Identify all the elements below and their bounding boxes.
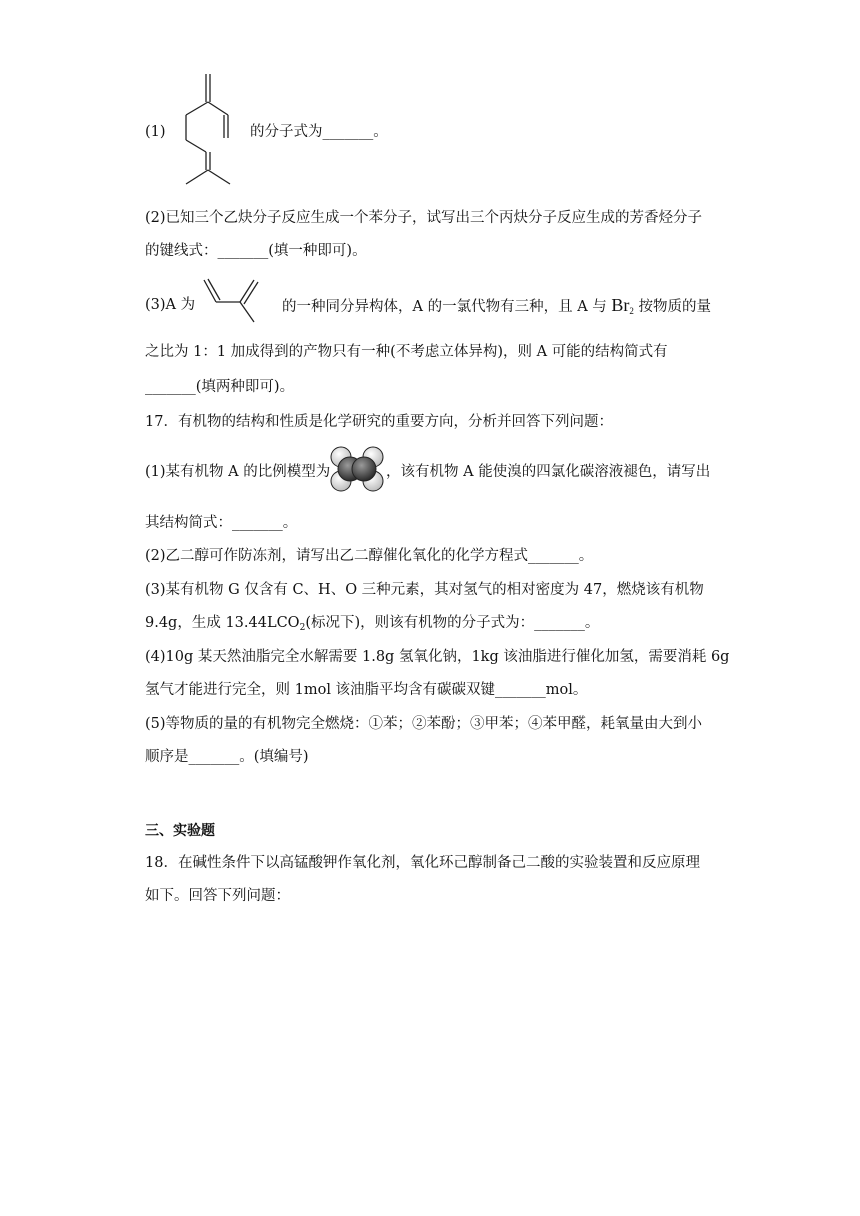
q17-part1-line2: 其结构简式：_______。 <box>145 515 298 531</box>
q16-part3-line2: 之比为 1：1 加成得到的产物只有一种(不考虑立体异构)，则 A 可能的结构简式有 <box>145 344 668 360</box>
q16-part3-line3: _______(填两种即可)。 <box>145 379 295 395</box>
q17-part3-line2-b: (标况下)，则该有机物的分子式为：_______。 <box>305 615 600 631</box>
q16-part1-number: (1) <box>145 124 166 140</box>
q17-title: 17．有机物的结构和性质是化学研究的重要方向，分析并回答下列问题： <box>145 414 613 430</box>
q17-part3-line2 <box>145 613 599 638</box>
section-heading: 三、实验题 <box>145 823 215 839</box>
q18-line2: 如下。回答下列问题： <box>145 888 290 904</box>
q17-part2: (2)乙二醇可作防冻剂，请写出乙二醇催化氧化的化学方程式_______。 <box>145 548 594 564</box>
ethylene-space-filling-model <box>330 446 384 492</box>
isoprene-structure-image <box>200 276 266 326</box>
q17-part1-tail: ，该有机物 A 能使溴的四氯化碳溶液褪色，请写出 <box>386 464 711 480</box>
myrcene-structure-image <box>176 70 236 190</box>
q17-part5-line2: 顺序是_______。(填编号) <box>145 749 309 765</box>
q16-part3-mid <box>282 295 711 321</box>
q16-part1-text: 的分子式为_______。 <box>250 124 388 140</box>
q16-part3-tail: 按物质的量 <box>638 299 711 315</box>
q17-part4-line2: 氢气才能进行完全，则 1mol 该油脂平均含有碳碳双键_______mol。 <box>145 682 588 698</box>
bromine-symbol: Br <box>611 295 630 315</box>
q17-part3-line2-a: 9.4g，生成 13.44LCO <box>145 615 300 631</box>
q16-part3-lead: (3)A 为 <box>145 297 196 313</box>
q17-part3-line1: (3)某有机物 G 仅含有 C、H、O 三种元素，其对氢气的相对密度为 47，燃烧该有机物 <box>145 582 704 598</box>
q16-part2-line1: (2)已知三个乙炔分子反应生成一个苯分子，试写出三个丙炔分子反应生成的芳香烃分子 <box>145 210 703 226</box>
bromine-formula <box>611 295 634 315</box>
co2-subscript: 2 <box>299 623 306 633</box>
q18-line1: 18．在碱性条件下以高锰酸钾作氧化剂，氧化环己醇制备己二酸的实验装置和反应原理 <box>145 855 700 871</box>
bromine-subscript: 2 <box>629 306 634 316</box>
q16-part2-line2: 的键线式：_______(填一种即可)。 <box>145 243 367 259</box>
q16-part3-mid-text: 的一种同分异构体，A 的一氯代物有三种，且 A 与 <box>282 299 607 315</box>
q17-part5-line1: (5)等物质的量的有机物完全燃烧：①苯；②苯酚；③甲苯；④苯甲醛，耗氧量由大到小 <box>145 716 703 732</box>
q17-part4-line1: (4)10g 某天然油脂完全水解需要 1.8g 氢氧化钠，1kg 该油脂进行催化加氢，需要消耗 6g <box>145 649 730 665</box>
q17-part1-lead: (1)某有机物 A 的比例模型为 <box>145 464 331 480</box>
